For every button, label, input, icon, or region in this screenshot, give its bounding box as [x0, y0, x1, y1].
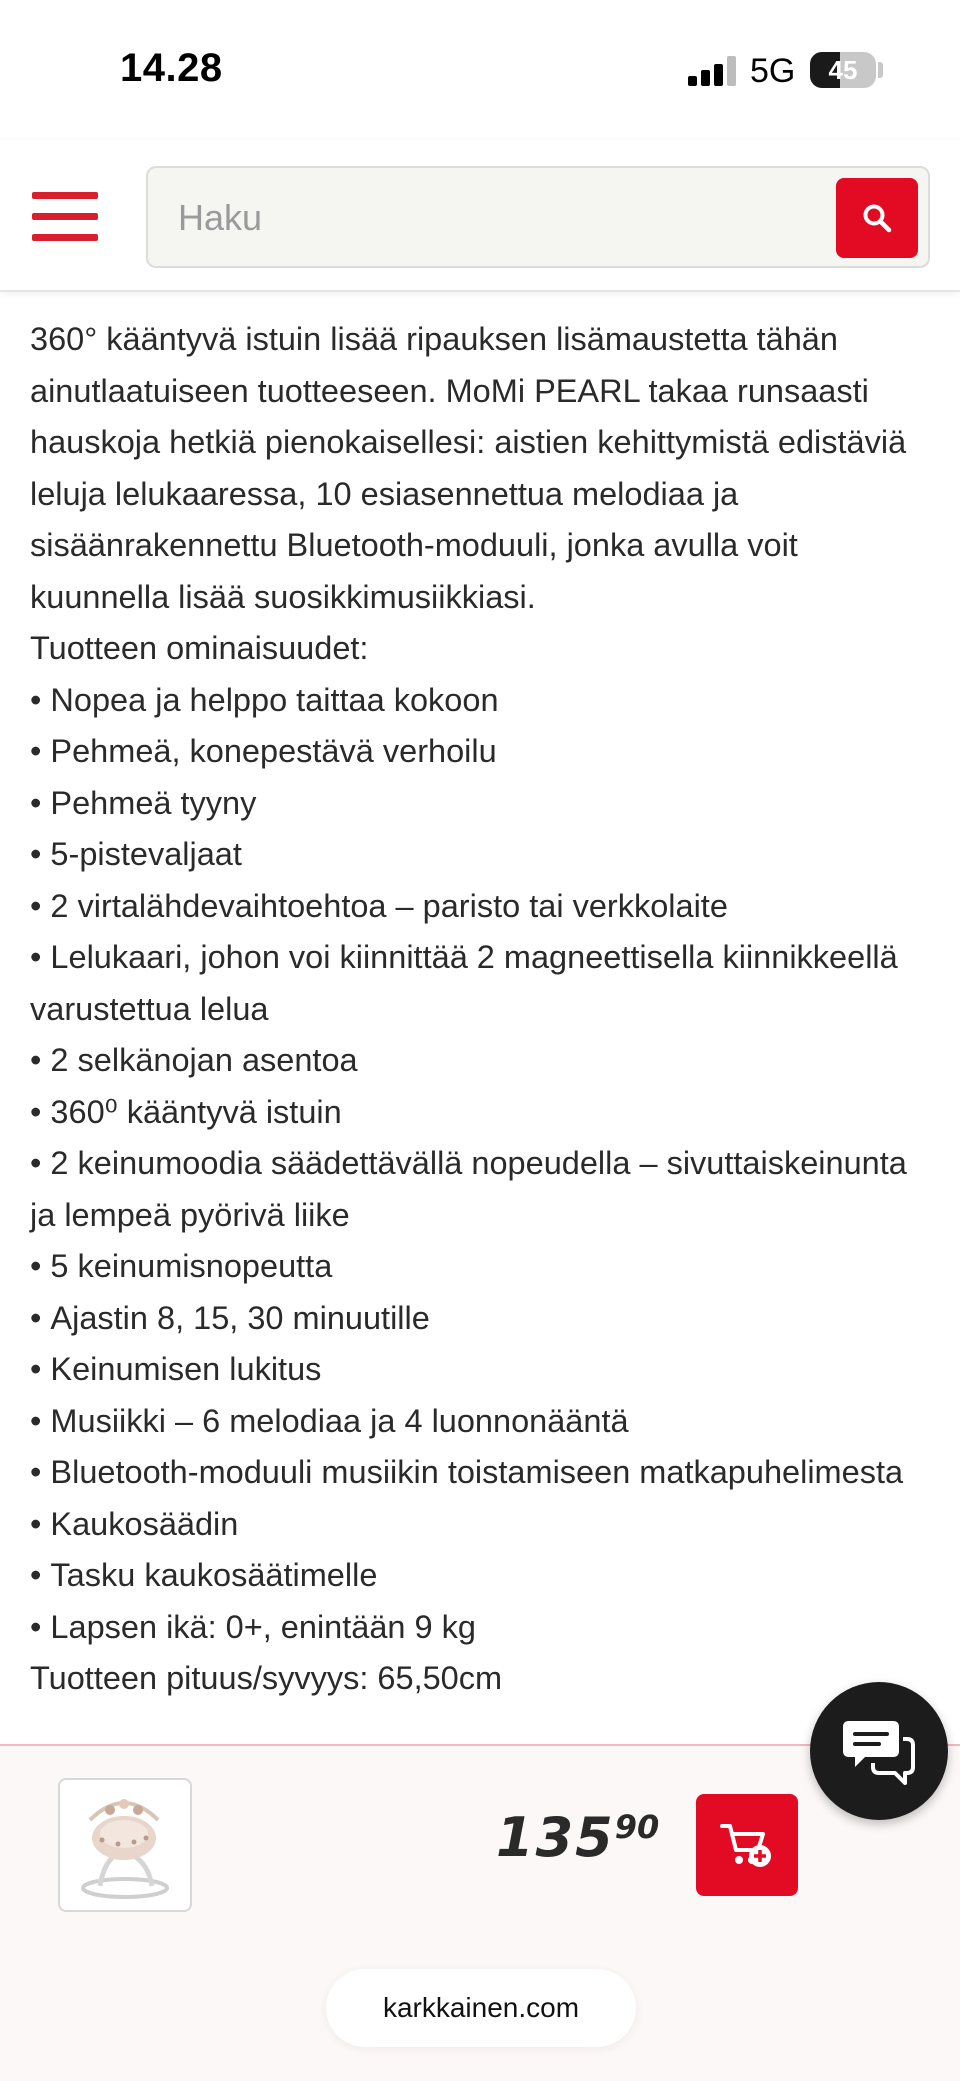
battery-percent: 45: [828, 55, 858, 85]
feature-item: • 2 selkänojan asentoa: [30, 1035, 940, 1087]
product-dimensions: Tuotteen pituus/syvyys: 65,50cm: [30, 1660, 503, 1696]
feature-item: • 2 virtalähdevaihtoehtoa – paristo tai verkkolaite: [30, 881, 940, 933]
feature-item: • Ajastin 8, 15, 30 minuutille: [30, 1293, 940, 1345]
feature-item: • Pehmeä, konepestävä verhoilu: [30, 726, 940, 778]
feature-item: • 360⁰ kääntyvä istuin: [30, 1087, 940, 1139]
feature-item: • Nopea ja helppo taittaa kokoon: [30, 675, 940, 727]
feature-item: • Pehmeä tyyny: [30, 778, 940, 830]
feature-item: • Lapsen ikä: 0+, enintään 9 kg: [30, 1602, 940, 1654]
feature-item: • Lelukaari, johon voi kiinnittää 2 magneettisella kiinnikkeellä varustettua lelua: [30, 932, 940, 1035]
feature-item: • Bluetooth-moduuli musiikin toistamiseen matkapuhelimesta: [30, 1447, 940, 1499]
search-icon: [861, 202, 893, 234]
add-to-cart-button[interactable]: [696, 1794, 798, 1896]
product-price: [496, 1806, 659, 1869]
battery-tip: [878, 62, 883, 78]
signal-strength-icon: [688, 56, 738, 86]
status-time: 14.28: [120, 46, 223, 90]
product-thumbnail[interactable]: [58, 1778, 192, 1912]
price-euros: 135: [496, 1806, 615, 1869]
feature-item: • 5 keinumisnopeutta: [30, 1241, 940, 1293]
description-intro: 360° kääntyvä istuin lisää ripauksen lisämaustetta tähän ainutlaatuiseen tuotteeseen. MoMi PEARL takaa runsaasti hauskoja hetkiä pienokaisellesi: aistien kehittymistä edistäviä leluja lelukaaressa, 10 esiasennettua melodiaa ja sisäänrakennettu Bluetooth-moduuli, jonka avulla voit kuunnella lisää suosikkimusiikkiasi.: [30, 321, 907, 615]
site-header: [0, 140, 960, 292]
price-cents: 90: [614, 1808, 660, 1846]
feature-item: • Musiikki – 6 melodiaa ja 4 luonnonääntä: [30, 1396, 940, 1448]
product-description: [30, 314, 940, 1705]
chat-button[interactable]: [810, 1682, 948, 1820]
feature-item: • 2 keinumoodia säädettävällä nopeudella – sivuttaiskeinunta ja lempeä pyörivä liike: [30, 1138, 940, 1241]
browser-address-bar[interactable]: karkkainen.com: [326, 1969, 636, 2047]
feature-item: • Tasku kaukosäätimelle: [30, 1550, 940, 1602]
search-input[interactable]: [178, 190, 818, 246]
network-type: 5G: [750, 52, 796, 90]
feature-item: • 5-pistevaljaat: [30, 829, 940, 881]
battery-icon: [810, 52, 876, 88]
hamburger-menu-icon[interactable]: [30, 192, 100, 242]
search-button[interactable]: [836, 178, 918, 258]
baby-swing-product-image: [60, 1780, 190, 1910]
features-heading: Tuotteen ominaisuudet:: [30, 630, 369, 666]
search-bar: [146, 166, 930, 268]
chat-bubbles-icon: [843, 1717, 915, 1785]
status-bar: [0, 0, 960, 140]
feature-item: • Keinumisen lukitus: [30, 1344, 940, 1396]
add-to-cart-icon: [720, 1820, 774, 1870]
feature-item: • Kaukosäädin: [30, 1499, 940, 1551]
